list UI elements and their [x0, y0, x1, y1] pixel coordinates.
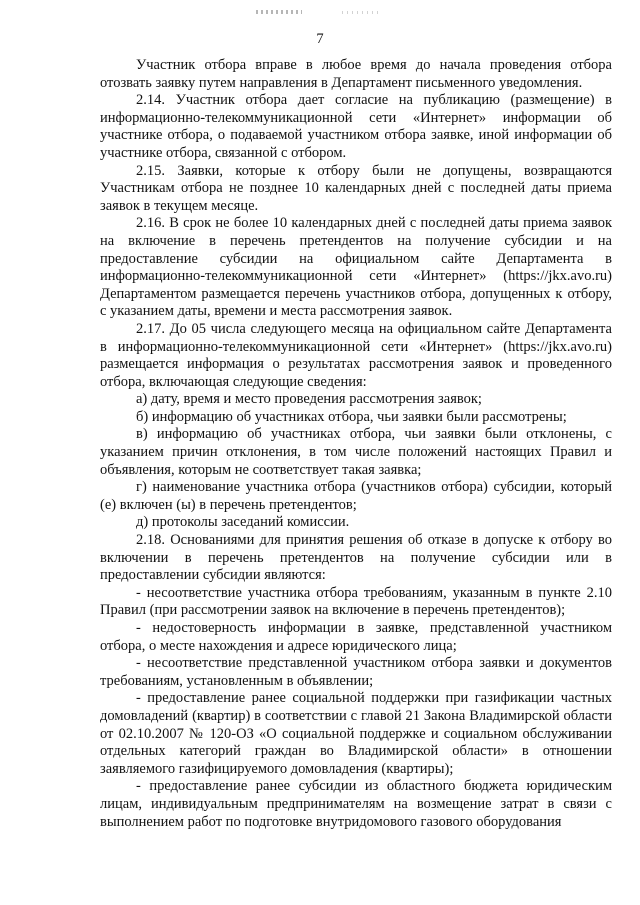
paragraph-2-17: 2.17. До 05 числа следующего месяца на официальном сайте Департамента в информационно-телекоммуникационной сети «Интернет» (https://jkx.avo.ru) размещается информация о результатах рассмотрения заявок и проведенного отбора, включающая следующие сведения: — [100, 320, 612, 390]
scan-artifact — [256, 10, 302, 14]
refusal-reason-4: - предоставление ранее социальной поддержки при газификации частных домовладений (квартир) в соответствии с главой 21 Закона Владимирской области от 02.10.2007 № 120-ОЗ «О социальной поддержке и социальном обслуживании отдельных категорий граждан во Владимирской области» в отношении заявляемого газифицируемого домовладения (квартиры); — [100, 690, 612, 777]
paragraph-2-14: 2.14. Участник отбора дает согласие на публикацию (размещение) в информационно-телекоммуникационной сети «Интернет» информации об участнике отбора, о подаваемой участником отбора заявке, иной информации об участнике отбора, связанной с отбором. — [100, 92, 612, 161]
paragraph-2-18: 2.18. Основаниями для принятия решения об отказе в допуске к отбору во включении в перечень претендентов на получение субсидии или в предоставлении субсидии являются: — [100, 532, 612, 584]
paragraph-2-15: 2.15. Заявки, которые к отбору были не допущены, возвращаются Участникам отбора не позднее 10 календарных дней с последней даты приема заявок в текущем месяце. — [100, 162, 612, 214]
list-item-v: в) информацию об участниках отбора, чьи заявки были отклонены, с указанием причин отклонения, в том числе положений настоящих Правил и объявления, которым не соответствует такая заявка; — [100, 426, 612, 478]
list-item-g: г) наименование участника отбора (участников отбора) субсидии, который (е) включен (ы) в перечень претендентов; — [100, 479, 612, 513]
list-item-d: д) протоколы заседаний комиссии. — [136, 514, 350, 531]
page-number: 7 — [316, 31, 324, 47]
paragraph-2-16: 2.16. В срок не более 10 календарных дней с последней даты приема заявок на включение в перечень претендентов на получение субсидии и на предоставление субсидии на официальном сайте Департамента в информационно-телекоммуникационной сети «Интернет» (https://jkx.avo.ru) Департаментом размещается перечень участников отбора, допущенных к отбору, с указанием даты, времени и места рассмотрения заявок. — [100, 215, 612, 320]
paragraph-withdrawal: Участник отбора вправе в любое время до начала проведения отбора отозвать заявку путем направления в Департамент письменного уведомления. — [100, 57, 612, 91]
document-body — [100, 57, 612, 831]
refusal-reason-2: - недостоверность информации в заявке, представленной участником отбора, о месте нахождения и адресе юридического лица; — [100, 620, 612, 654]
refusal-reason-3: - несоответствие представленной участником отбора заявки и документов требованиям, установленным в объявлении; — [100, 655, 612, 689]
scan-artifact — [342, 11, 378, 14]
list-item-a: а) дату, время и место проведения рассмотрения заявок; — [136, 391, 482, 408]
refusal-reason-5: - предоставление ранее субсидии из областного бюджета юридическим лицам, индивидуальным предпринимателям на возмещение затрат в связи с выполнением работ по подготовке внутридомового газового оборудования — [100, 778, 612, 830]
refusal-reason-1: - несоответствие участника отбора требованиям, указанным в пункте 2.10 Правил (при рассмотрении заявок на включение в перечень претендентов); — [100, 584, 612, 619]
list-item-b: б) информацию об участниках отбора, чьи заявки были рассмотрены; — [136, 408, 567, 425]
